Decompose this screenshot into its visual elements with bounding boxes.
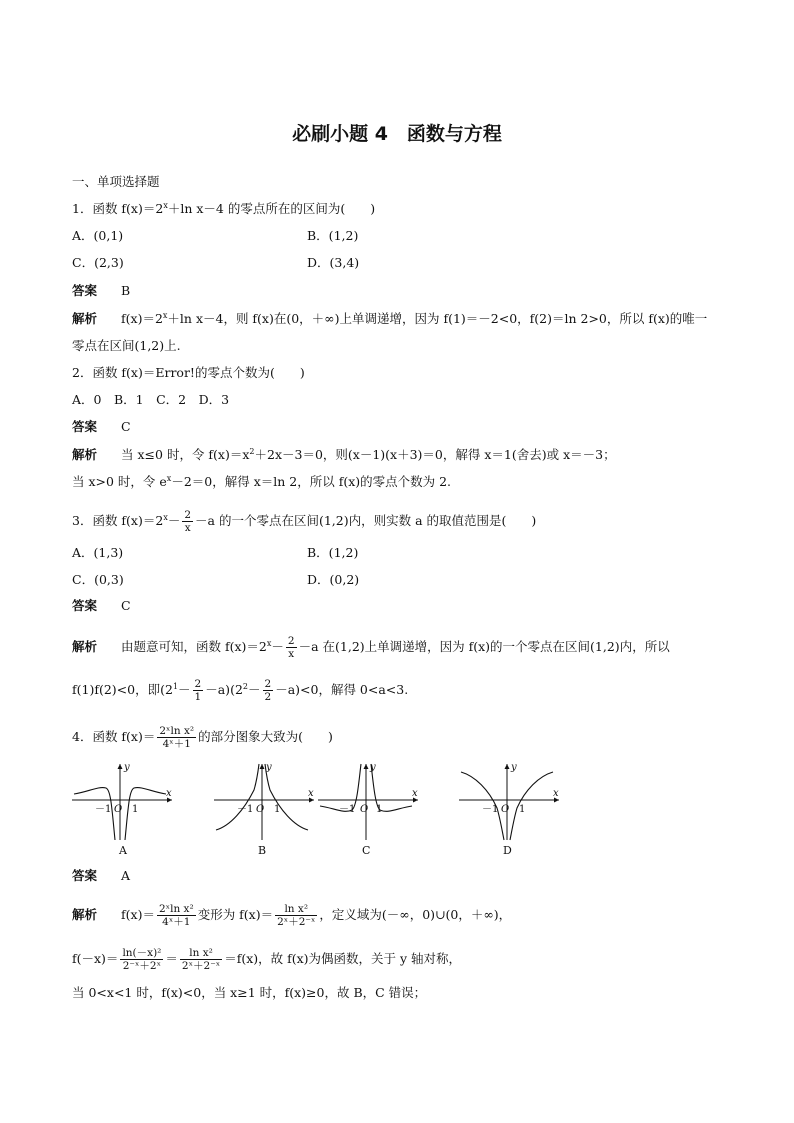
svg-text:－1: －1	[237, 804, 254, 815]
graph-a-caption: A	[119, 844, 127, 857]
q3-analysis-line-1: 解析 由题意可知，函数 $f(x)=2^x-$ $\frac{2}{x}$ －a 在(1,2)上单调递增，因为 f(x)的一个零点在区间(1,2)内，所以	[72, 635, 670, 660]
fraction: $\frac{\text{2ˣln x²}}{\text{4ˣ＋1}}$	[159, 725, 195, 750]
q4-analysis-line-2: f(－x)＝ $\frac{\text{ln(－x)²}}{\text{2⁻ˣ＋2ˣ}}$ ＝ $\frac{\text{ln x²}}{\text{2ˣ＋2⁻ˣ}}$ ＝f(x)，故 f(x)为偶函数，关于 y 轴对称，	[72, 947, 462, 972]
q3-option-d: D．(0,2)	[307, 572, 360, 587]
graph-b-caption: B	[258, 844, 267, 857]
q2-analysis-line-2: 当 x>0 时，令 $e^x-2=0$，解得 x＝ln 2，所以 f(x)的零点个数为 2.	[72, 474, 452, 489]
svg-text:x: x	[553, 788, 559, 799]
question-2-stem: 2．函数 f(x)＝Error!的零点个数为( )	[72, 365, 305, 380]
q1-option-d: D．(3,4)	[307, 255, 360, 270]
svg-text:x: x	[308, 788, 314, 799]
q4-answer: 答案 A	[72, 868, 131, 883]
graph-d-caption: D	[503, 844, 512, 857]
svg-text:1: 1	[376, 804, 383, 815]
q1-option-b: B．(1,2)	[307, 228, 359, 243]
page-title: 必刷小题 4 函数与方程	[292, 123, 502, 145]
q1-analysis-line-2: 零点在区间(1,2)上.	[72, 338, 181, 353]
svg-text:x: x	[166, 788, 172, 799]
q3-analysis-line-2: f(1)f(2)<0，即($2^1-$ $\frac{2}{1}$ $-a)(2^2-$ $\frac{2}{2}$ －a)<0，解得 0<a<3.	[72, 678, 409, 703]
q1-option-c: C．(2,3)	[72, 255, 124, 270]
svg-text:1: 1	[132, 804, 139, 815]
svg-text:O: O	[501, 804, 510, 815]
svg-text:y: y	[370, 762, 376, 773]
svg-text:y: y	[511, 762, 517, 773]
graph-b	[210, 760, 320, 845]
q1-option-a: A．(0,1)	[72, 228, 124, 243]
fraction: $\frac{2}{2}$	[264, 678, 272, 703]
q3-option-b: B．(1,2)	[307, 545, 359, 560]
graph-c-caption: C	[362, 844, 371, 857]
fraction: $\frac{\text{ln x²}}{\text{2ˣ＋2⁻ˣ}}$	[181, 947, 221, 972]
svg-text:1: 1	[519, 804, 526, 815]
fraction: $\frac{2}{1}$	[194, 678, 202, 703]
q3-answer: 答案 C	[72, 598, 131, 613]
svg-text:－1: －1	[95, 804, 112, 815]
svg-text:y: y	[124, 762, 130, 773]
question-1-stem: 1．函数 $f(x)=2^x+\ln$ x－4 的零点所在的区间为( )	[72, 201, 376, 216]
svg-text:O: O	[114, 804, 123, 815]
q4-analysis-line-3: 当 0<x<1 时，f(x)<0，当 x≥1 时，f(x)≥0，故 B，C 错误；	[72, 985, 427, 1000]
fraction: $\frac{2}{x}$	[184, 509, 192, 534]
fraction: $\frac{\text{ln x²}}{\text{2ˣ＋2⁻ˣ}}$	[277, 903, 316, 928]
q2-answer: 答案 C	[72, 419, 131, 434]
graph-c	[314, 760, 424, 845]
svg-text:1: 1	[274, 804, 281, 815]
svg-text:x: x	[412, 788, 418, 799]
svg-text:－1: －1	[339, 804, 356, 815]
svg-text:O: O	[360, 804, 369, 815]
fraction: $\frac{\text{2ˣln x²}}{\text{4ˣ＋1}}$	[158, 903, 194, 928]
fraction: $\frac{2}{x}$	[287, 635, 295, 660]
svg-text:O: O	[256, 804, 265, 815]
q4-analysis-line-1: 解析 f(x)＝ $\frac{\text{2ˣln x²}}{\text{4ˣ＋1}}$ 变形为 f(x)＝ $\frac{\text{ln x²}}{\text{2ˣ＋2⁻ˣ}}$ ，定义域为(－∞，0)∪(0，＋∞)，	[72, 903, 512, 928]
graph-a	[68, 760, 178, 845]
question-3-stem: 3．函数 $f(x)=2^x-$ $\frac{2}{x}$ －a 的一个零点在区间(1,2)内，则实数 a 的取值范围是( )	[72, 509, 537, 534]
q1-analysis-line-1: 解析 $f(x)=2^x+\ln$ x－4，则 f(x)在(0，＋∞)上单调递增，因为 f(1)＝－2<0，f(2)＝ln 2>0，所以 f(x)的唯一	[72, 311, 708, 326]
q3-option-c: C．(0,3)	[72, 572, 124, 587]
graph-d	[455, 760, 565, 845]
q3-option-a: A．(1,3)	[72, 545, 124, 560]
q2-options: A．0 B．1 C．2 D．3	[72, 392, 230, 407]
svg-text:－1: －1	[482, 804, 499, 815]
fraction: $\frac{\text{ln(－x)²}}{\text{2⁻ˣ＋2ˣ}}$	[122, 947, 162, 972]
q1-answer: 答案 B	[72, 283, 131, 298]
svg-text:y: y	[266, 762, 272, 773]
question-4-stem: 4．函数 f(x)＝ $\frac{\text{2ˣln x²}}{\text{4ˣ＋1}}$ 的部分图象大致为( )	[72, 725, 333, 750]
q2-analysis-line-1: 解析 当 x≤0 时，令 $f(x)=x^2+2x-3=0$，则(x－1)(x＋3)＝0，解得 x＝1(舍去)或 x＝－3；	[72, 447, 616, 462]
section-heading: 一、单项选择题	[72, 174, 160, 189]
